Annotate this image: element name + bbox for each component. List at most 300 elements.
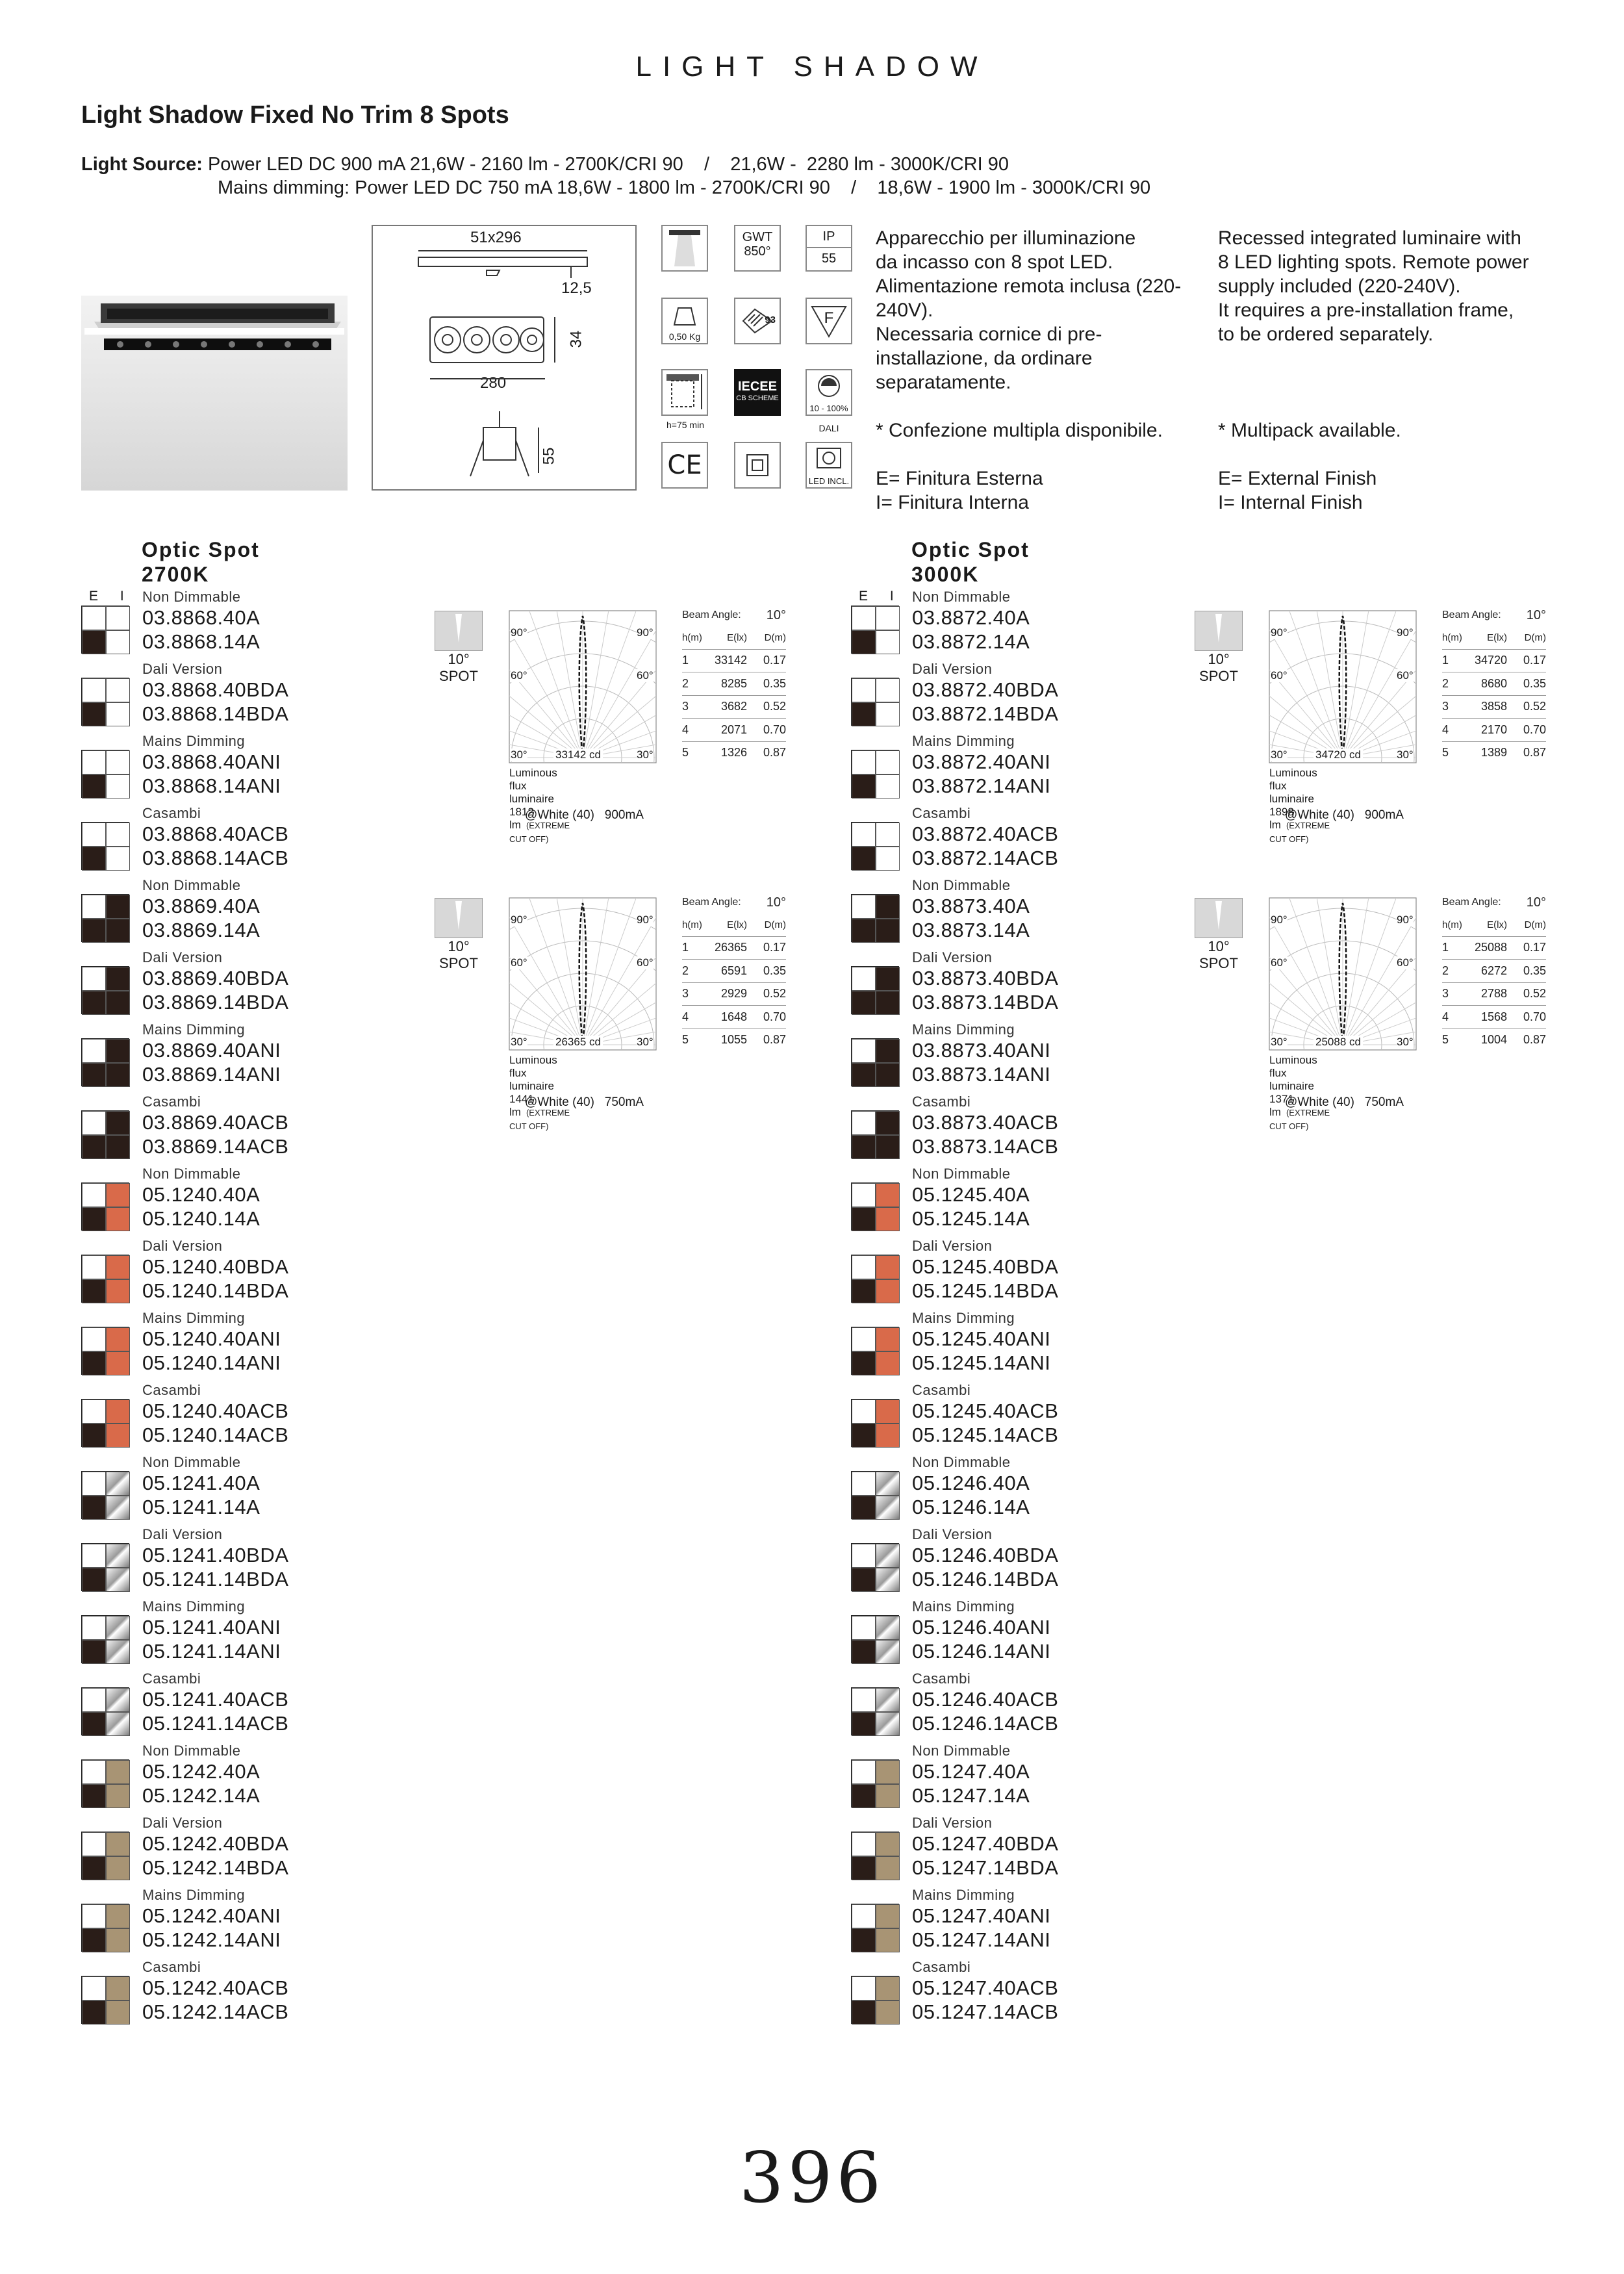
finish-swatch-cell (106, 1183, 130, 1207)
finish-swatch-cell (876, 678, 900, 702)
photometric-footer: @White (40) 750mA (525, 1095, 644, 1109)
product-code-external: 05.1246.40BDA (912, 1544, 1059, 1566)
finish-swatch-cell (876, 991, 900, 1015)
product-group (851, 1526, 1215, 1591)
product-code-external: 03.8868.40BDA (142, 678, 289, 701)
dim-height: 55 (540, 447, 558, 465)
product-code-internal: 05.1245.14A (912, 1207, 1030, 1230)
product-code-internal: 05.1241.14A (142, 1496, 260, 1518)
table-cell: 3682 (720, 700, 747, 713)
finish-swatch-cell (106, 1760, 130, 1784)
table-row (1442, 696, 1546, 719)
table-cell: 0.52 (763, 700, 786, 713)
finish-swatch-cell (876, 1616, 900, 1640)
table-cell: 1 (682, 941, 689, 954)
table-cell: 0.70 (763, 1010, 786, 1023)
product-code-external: 05.1241.40BDA (142, 1544, 289, 1566)
product-codes (142, 1832, 288, 1880)
table-cell: 26365 (714, 941, 747, 954)
product-code-internal: 03.8873.14ACB (912, 1135, 1059, 1158)
product-code-internal: 03.8872.14ACB (912, 847, 1059, 869)
product-row (851, 1399, 1215, 1447)
table-cell: 2 (1442, 964, 1449, 977)
finish-swatch-cell (876, 847, 900, 871)
beam-angle-label: Beam Angle: (682, 897, 741, 908)
product-group (851, 1021, 1215, 1086)
dim-side: 12,5 (561, 279, 592, 297)
table-cell: 0.52 (763, 987, 786, 1001)
polar-angle-label: 60° (637, 669, 653, 682)
finish-swatch (81, 1399, 129, 1447)
table-cell: 0.70 (1523, 1010, 1546, 1023)
table-cell: 0.17 (763, 941, 786, 954)
table-header-cell: h(m) (1442, 919, 1462, 930)
version-label: Dali Version (912, 661, 993, 677)
version-label: Casambi (912, 1670, 971, 1687)
table-header-row (682, 913, 786, 937)
desc-it-line2: da incasso con 8 spot LED. (876, 251, 1113, 273)
polar-angle-label: 60° (1397, 956, 1414, 969)
product-group (851, 1166, 1215, 1231)
version-label: Non Dimmable (912, 1454, 1011, 1470)
product-codes (912, 1976, 1058, 2024)
product-code-external: 03.8868.40ANI (142, 750, 281, 773)
table-cell: 1 (1442, 654, 1449, 667)
polar-chart (1268, 897, 1417, 1053)
finish-swatch-cell (106, 774, 130, 798)
beam-angle-header (682, 604, 786, 626)
finish-swatch-cell (106, 1832, 130, 1856)
weight-icon (661, 298, 708, 344)
product-group (81, 877, 445, 942)
finish-swatch-cell (106, 2000, 130, 2025)
beam-angle-label: Beam Angle: (1442, 609, 1501, 620)
desc-it-line4: 240V). (876, 300, 933, 321)
table-cell: 1 (1442, 941, 1449, 954)
finish-swatch-cell (82, 1424, 106, 1448)
description-en (1218, 226, 1529, 515)
product-codes (142, 966, 288, 1014)
flux-value: 1898 lm (1269, 806, 1294, 831)
finish-swatch-cell (106, 1544, 130, 1568)
product-code-external: 05.1240.40ANI (142, 1327, 281, 1350)
polar-chart (1268, 609, 1417, 765)
product-group (851, 1598, 1215, 1663)
product-row (851, 894, 1215, 942)
finish-swatch-cell (82, 2000, 106, 2025)
polar-angle-label: 90° (511, 626, 527, 639)
table-header-cell: D(m) (764, 919, 786, 930)
product-group (851, 1815, 1215, 1880)
product-codes (142, 606, 260, 654)
product-codes (142, 1182, 260, 1231)
finish-swatch-cell (852, 1712, 876, 1736)
product-codes (142, 750, 281, 798)
luminous-flux (509, 1054, 570, 1133)
finish-swatch-cell (852, 1472, 876, 1496)
table-cell: 8285 (720, 676, 747, 690)
beam-angle-value: 10° (766, 895, 786, 910)
table-row (682, 1029, 786, 1052)
ip-line2: 55 (821, 251, 837, 266)
product-row (81, 1615, 445, 1663)
product-group (81, 1238, 445, 1303)
section-2700k-title2: 2700K (142, 563, 210, 586)
flux-label: Luminous flux luminaire (509, 1054, 557, 1092)
version-label: Dali Version (142, 1526, 223, 1542)
finish-swatch-cell (876, 774, 900, 798)
drawing-lines (373, 226, 635, 489)
product-row (81, 606, 445, 654)
recessed-luminaire-icon (661, 225, 708, 272)
illuminance-table (1442, 604, 1546, 764)
finish-swatch-cell (82, 1327, 106, 1351)
finish-swatch (81, 1182, 129, 1231)
version-label: Mains Dimming (912, 733, 1015, 749)
finish-swatch-cell (106, 1976, 130, 2000)
product-group (81, 949, 445, 1014)
table-row (682, 672, 786, 696)
finish-swatch-cell (852, 1544, 876, 1568)
finish-e-it: E= Finitura Esterna (876, 468, 1043, 489)
finish-e-en: E= External Finish (1218, 468, 1377, 489)
desc-en-line1: Recessed integrated luminaire with (1218, 227, 1521, 249)
product-code-internal: 03.8872.14ANI (912, 774, 1051, 797)
product-group (851, 1454, 1215, 1519)
beam-angle-header (682, 891, 786, 913)
product-code-external: 05.1240.40ACB (142, 1399, 289, 1422)
product-group (851, 661, 1215, 726)
product-codes (142, 678, 288, 726)
finish-swatch (81, 894, 129, 942)
version-label: Mains Dimming (912, 1310, 1015, 1326)
finish-swatch-cell (852, 1976, 876, 2000)
table-cell: 34720 (1474, 654, 1507, 667)
product-code-internal: 05.1241.14BDA (142, 1568, 289, 1591)
finish-swatch-cell (852, 1760, 876, 1784)
table-cell: 5 (1442, 1033, 1449, 1047)
finish-i-en: I= Internal Finish (1218, 492, 1363, 513)
product-group (851, 1959, 1215, 2024)
table-cell: 0.35 (1523, 676, 1546, 690)
finish-swatch (851, 1110, 899, 1158)
product-codes (142, 822, 288, 870)
flux-label: Luminous flux luminaire (1269, 767, 1317, 805)
product-codes (912, 1687, 1058, 1735)
finish-swatch-cell (82, 1640, 106, 1664)
section-2700k-title (142, 537, 260, 587)
spot-label: SPOT (439, 668, 478, 684)
table-cell: 3 (1442, 987, 1449, 1001)
finish-swatch-cell (876, 823, 900, 847)
table-row (682, 1006, 786, 1029)
version-label: Mains Dimming (142, 733, 246, 749)
table-cell: 0.52 (1523, 987, 1546, 1001)
product-codes (142, 1399, 288, 1447)
finish-swatch-cell (82, 919, 106, 943)
table-row (682, 983, 786, 1006)
version-label: Mains Dimming (912, 1887, 1015, 1903)
finish-swatch-cell (82, 1472, 106, 1496)
dim-width: 51x296 (470, 229, 522, 246)
version-label: Mains Dimming (912, 1021, 1015, 1038)
finish-swatch-cell (82, 1760, 106, 1784)
finish-swatch-cell (106, 1640, 130, 1664)
product-group (81, 1382, 445, 1447)
product-code-internal: 05.1247.14ANI (912, 1928, 1051, 1951)
table-cell: 25088 (1474, 941, 1507, 954)
polar-angle-label: 30° (1397, 748, 1414, 761)
dim-depth: 34 (567, 330, 585, 348)
table-header-cell: E(lx) (727, 632, 747, 643)
product-group (851, 733, 1215, 798)
table-header-cell: E(lx) (1487, 919, 1507, 930)
finish-swatch (851, 750, 899, 798)
finish-swatch-cell (876, 1568, 900, 1592)
version-label: Dali Version (912, 1526, 993, 1542)
table-row (1442, 650, 1546, 673)
beam-angle-value: 10° (766, 607, 786, 622)
finish-swatch-cell (106, 1904, 130, 1928)
product-group (81, 1310, 445, 1375)
version-label: Casambi (142, 1093, 201, 1110)
product-codes (912, 1904, 1050, 1952)
finish-swatch-cell (852, 1616, 876, 1640)
product-codes (912, 606, 1030, 654)
section-3000k-title2: 3000K (911, 563, 980, 586)
product-row (851, 1759, 1215, 1808)
product-code-internal: 03.8868.14ANI (142, 774, 281, 797)
technical-drawing (372, 225, 637, 491)
illuminance-table (682, 604, 786, 764)
table-cell: 3858 (1480, 700, 1507, 713)
product-code-external: 03.8873.40ACB (912, 1111, 1059, 1134)
product-row (81, 1904, 445, 1952)
product-code-external: 03.8869.40ACB (142, 1111, 289, 1134)
product-code-internal: 03.8872.14BDA (912, 702, 1059, 725)
version-label: Casambi (142, 1670, 201, 1687)
version-label: Casambi (912, 1959, 971, 1975)
product-row (851, 822, 1215, 870)
finish-swatch-cell (876, 919, 900, 943)
table-row (1442, 960, 1546, 983)
finish-swatch-cell (852, 1640, 876, 1664)
polar-angle-label: 60° (637, 956, 653, 969)
version-label: Mains Dimming (912, 1598, 1015, 1615)
finish-swatch-cell (82, 991, 106, 1015)
product-code-external: 05.1242.40ACB (142, 1976, 289, 1999)
product-codes (912, 894, 1030, 942)
product-code-internal: 03.8869.14ACB (142, 1135, 289, 1158)
version-label: Mains Dimming (142, 1887, 246, 1903)
product-group (81, 1670, 445, 1735)
cutoff-label: (EXTREME CUT OFF) (509, 1108, 570, 1131)
finish-swatch-cell (876, 630, 900, 654)
version-label: Non Dimmable (142, 1454, 241, 1470)
light-source-line1: Power LED DC 900 mA 21,6W - 2160 lm - 2700K/CRI 90 / 21,6W - 2280 lm - 3000K/CRI 90 (207, 154, 1009, 175)
finish-swatch-cell (852, 1207, 876, 1231)
product-code-internal: 05.1242.14BDA (142, 1856, 289, 1879)
table-cell: 0.35 (1523, 964, 1546, 977)
finish-swatch-cell (82, 1039, 106, 1063)
product-group (851, 1887, 1215, 1952)
finish-swatch-cell (876, 1351, 900, 1375)
finish-swatch-cell (106, 1351, 130, 1375)
product-codes (142, 1038, 281, 1086)
finish-swatch-cell (106, 1207, 130, 1231)
product-group (851, 1093, 1215, 1158)
flux-label: Luminous flux luminaire (1269, 1054, 1317, 1092)
product-code-external: 05.1242.40ANI (142, 1904, 281, 1927)
product-row (81, 1255, 445, 1303)
f-mark-letter: F (824, 309, 834, 327)
polar-diagram (1268, 609, 1417, 765)
product-code-external: 05.1247.40ACB (912, 1976, 1059, 1999)
finish-swatch (851, 606, 899, 654)
product-code-internal: 05.1242.14A (142, 1784, 260, 1807)
table-cell: 2170 (1480, 722, 1507, 736)
finish-swatch (851, 966, 899, 1014)
finish-swatch-cell (106, 1111, 130, 1135)
product-code-internal: 03.8868.14BDA (142, 702, 289, 725)
product-code-external: 05.1247.40ANI (912, 1904, 1051, 1927)
product-code-internal: 03.8869.14ANI (142, 1063, 281, 1086)
finish-swatch-cell (852, 1039, 876, 1063)
finish-swatch-cell (106, 1039, 130, 1063)
finish-swatch-cell (852, 1928, 876, 1952)
finish-swatch (81, 1327, 129, 1375)
finish-swatch-cell (106, 750, 130, 774)
finish-swatch-cell (106, 1712, 130, 1736)
finish-swatch-cell (876, 895, 900, 919)
product-codes (912, 1327, 1050, 1375)
product-code-external: 03.8869.40A (142, 895, 260, 917)
finish-swatch-cell (852, 847, 876, 871)
finish-swatch-cell (876, 1760, 900, 1784)
product-row (851, 606, 1215, 654)
product-photo-graphic (81, 296, 348, 491)
finish-swatch-cell (876, 1976, 900, 2000)
finish-swatch-cell (852, 1279, 876, 1303)
product-codes (912, 822, 1058, 870)
led-included-label: LED INCL. (808, 476, 850, 486)
finish-swatch-cell (82, 1616, 106, 1640)
table-cell: 1 (682, 654, 689, 667)
finish-swatch-cell (106, 895, 130, 919)
table-cell: 1004 (1480, 1033, 1507, 1047)
product-row (81, 1038, 445, 1086)
product-codes (912, 678, 1058, 726)
product-code-external: 05.1242.40A (142, 1760, 260, 1783)
version-label: Casambi (142, 1959, 201, 1975)
light-source-label: Light Source: (81, 154, 203, 175)
product-group (81, 661, 445, 726)
table-cell: 1055 (720, 1033, 747, 1047)
finish-swatch-cell (876, 1712, 900, 1736)
product-group (81, 1959, 445, 2024)
brand-title: LIGHT SHADOW (635, 51, 989, 83)
table-row (1442, 672, 1546, 696)
finish-swatch-cell (106, 1135, 130, 1159)
product-row (851, 1038, 1215, 1086)
product-codes (142, 1255, 288, 1303)
product-codes (912, 1110, 1058, 1158)
table-cell: 0.87 (1523, 746, 1546, 760)
table-cell: 0.70 (1523, 722, 1546, 736)
finish-swatch-cell (876, 1279, 900, 1303)
product-code-internal: 03.8869.14A (142, 919, 260, 941)
product-row (81, 1832, 445, 1880)
product-code-external: 05.1241.40ANI (142, 1616, 281, 1639)
spot-label: SPOT (1199, 955, 1238, 971)
beam-icon (1195, 898, 1243, 938)
table-cell: 2929 (720, 987, 747, 1001)
polar-angle-label: 60° (1271, 956, 1288, 969)
finish-swatch-cell (876, 606, 900, 630)
spot-label: SPOT (439, 955, 478, 971)
finish-swatch-cell (82, 1904, 106, 1928)
table-header-cell: E(lx) (727, 919, 747, 930)
polar-angle-label: 90° (637, 913, 653, 926)
version-label: Dali Version (142, 949, 223, 965)
table-row (1442, 1029, 1546, 1052)
product-code-external: 05.1240.40A (142, 1183, 260, 1206)
finish-swatch (81, 1832, 129, 1880)
version-label: Casambi (142, 1382, 201, 1398)
finish-swatch-cell (852, 1904, 876, 1928)
table-cell: 8680 (1480, 676, 1507, 690)
product-code-internal: 05.1246.14BDA (912, 1568, 1059, 1591)
version-label: Non Dimmable (912, 1743, 1011, 1759)
ip-rating-icon (806, 225, 852, 272)
table-header-cell: D(m) (1524, 632, 1546, 643)
iecee-label: IECEE (737, 379, 778, 394)
product-row (81, 894, 445, 942)
finish-swatch-cell (82, 1207, 106, 1231)
finish-swatch-cell (106, 823, 130, 847)
table-header-cell: h(m) (682, 632, 702, 643)
finish-swatch-cell (82, 967, 106, 991)
product-row (851, 1832, 1215, 1880)
finish-swatch-cell (852, 774, 876, 798)
product-row (81, 750, 445, 798)
finish-swatch-cell (82, 1832, 106, 1856)
product-photo (81, 296, 348, 491)
table-cell: 4 (1442, 722, 1449, 736)
finish-swatch (851, 1615, 899, 1663)
finish-swatch-cell (82, 774, 106, 798)
finish-swatch (851, 894, 899, 942)
table-header-cell: D(m) (764, 632, 786, 643)
finish-swatch-cell (876, 1063, 900, 1087)
finish-swatch (81, 1687, 129, 1735)
table-cell: 2071 (720, 722, 747, 736)
finish-swatch (81, 1976, 129, 2024)
table-cell: 0.87 (1523, 1033, 1546, 1047)
page-number: 396 (739, 2138, 885, 2219)
finish-swatch-cell (852, 2000, 876, 2025)
flux-value: 1812 lm (509, 806, 534, 831)
product-code-external: 05.1246.40ACB (912, 1688, 1059, 1711)
finish-swatch-cell (106, 1616, 130, 1640)
finish-swatch-cell (106, 1063, 130, 1087)
table-row (1442, 1006, 1546, 1029)
product-codes (912, 966, 1058, 1014)
f-mark-icon (806, 298, 852, 344)
table-cell: 0.52 (1523, 700, 1546, 713)
spot-beam-icon (1194, 898, 1243, 972)
finish-swatch (851, 1038, 899, 1086)
